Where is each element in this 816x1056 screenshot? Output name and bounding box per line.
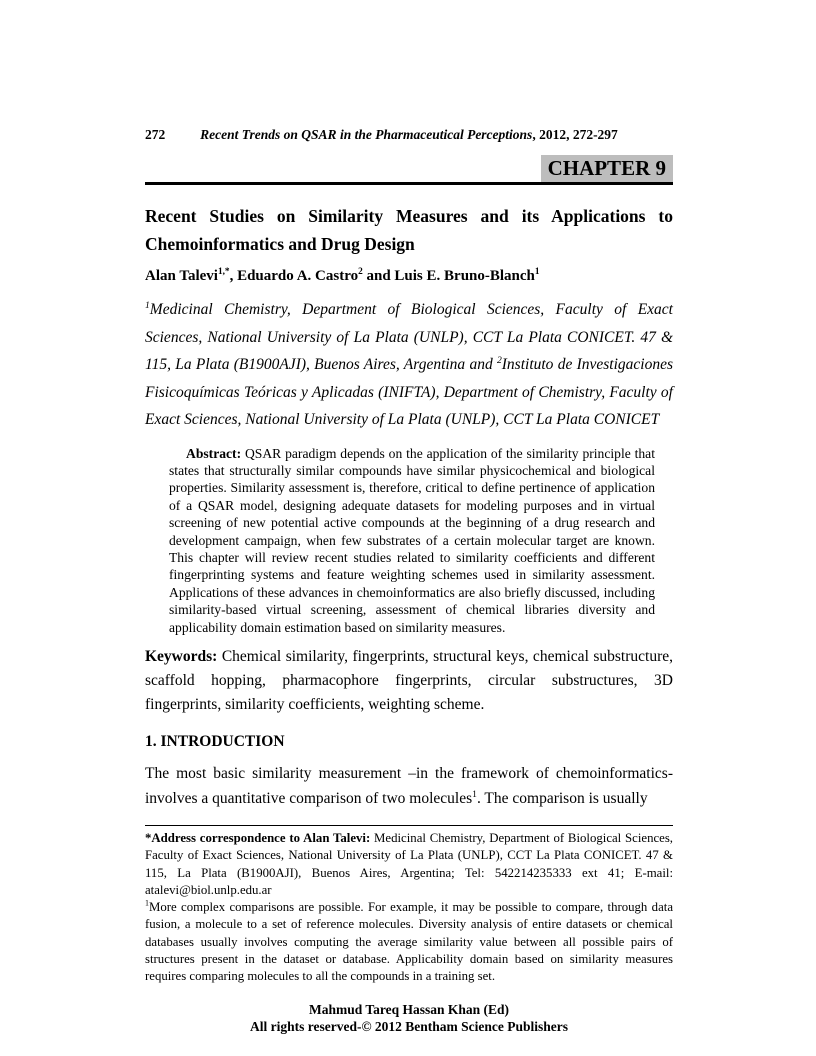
chapter-banner-row [145,155,673,185]
editor-line: Mahmud Tareq Hassan Khan (Ed) [308,1001,510,1017]
footnote-separator [145,825,673,826]
running-title-meta: , 2012, 272-297 [532,127,618,142]
correspondence-text: Medicinal Chemistry, Department of Biological Sciences, Faculty of Exact Sciences, National University of La Plata (UNLP), CCT La Plata CONICET. 47 & 115, La Plata (B1900AJI), Buenos Aires, Argentina; Tel: 542214235333 ext 41; E-mail: atalevi@biol.unlp.edu.ar [145,830,674,897]
correspondence-footnote [145,830,673,899]
footnotes-block [145,830,673,986]
abstract-paragraph [169,445,655,636]
authors-line [145,265,673,287]
reference-superscript: 1 [472,789,477,801]
keywords-text: Chemical similarity, fingerprints, structural keys, chemical substructure, scaffold hopping, pharmacophore fingerprints, circular substructures, 3D fingerprints, similarity coefficients, weighting scheme. [145,647,673,713]
author-name: and Luis E. Bruno-Blanch [362,268,535,284]
affiliation-text: Instituto de Investigaciones Fisicoquímicas Teóricas y Aplicadas (INIFTA), Department of Chemistry, Faculty of Exact Sciences, National University of La Plata (UNLP), CCT La Plata CONICET [145,356,674,428]
affiliation-text: Medicinal Chemistry, Department of Biological Sciences, Faculty of Exact Sciences, National University of La Plata (UNLP), CCT La Plata CONICET. 47 & 115, La Plata (B1900AJI), Buenos Aires, Argentina and [145,301,673,373]
numbered-footnote [145,899,673,985]
abstract-label: Abstract: [186,445,242,461]
author-affiliation-superscript: 1 [534,267,540,277]
author-affiliation-superscript: 2 [358,267,363,277]
introduction-text-continued: . The comparison is usually [476,790,648,808]
affiliation-superscript: 2 [496,354,502,366]
copyright-line: All rights reserved-© 2012 Bentham Science Publishers [249,1018,569,1034]
affiliation-superscript: 1 [145,299,150,311]
correspondence-label: *Address correspondence to Alan Talevi: [145,830,371,845]
author-name: Alan Talevi [145,268,218,284]
affiliation-paragraph [145,296,673,434]
footnote-text: More complex comparisons are possible. For example, it may be possible to compare, through data fusion, a molecule to a set of reference molecules. Diversity analysis of entire datasets or chemical databases usually involves computing the average similarity value between all possible pairs of structures present in the dataset or database. Applicability domain based on similarity measures requires comparing molecules to all the compounds in a training set. [145,900,673,984]
publisher-footer [145,1001,673,1035]
section-heading-introduction: 1. INTRODUCTION [145,732,285,750]
page-number: 272 [145,127,166,142]
abstract-text: QSAR paradigm depends on the application of the similarity principle that states that structurally similar compounds have similar physicochemical and biological properties. Similarity assessment is, therefore, critical to define pertinence of application of a QSAR model, designing adequate datasets for modeling purposes and in virtual screening of new potential active compounds at the beginning of a drug research and development campaign, when few substrates of a certain molecular target are known. This chapter will review recent studies related to similarity coefficients and different fingerprinting systems and feature weighting schemes used in similarity assessment. Applications of these advances in chemoinformatics are also briefly discussed, including similarity-based virtual screening, assessment of chemical libraries diversity and applicability domain estimation based on similarity measures. [169,445,655,635]
introduction-text: The most basic similarity measurement –in the framework of chemoinformatics- involves a quantitative comparison of two molecules [145,764,673,808]
author-name: , Eduardo A. Castro [229,268,359,284]
running-title: Recent Trends on QSAR in the Pharmaceutical Perceptions [200,127,533,142]
introduction-paragraph [145,761,673,812]
keywords-label: Keywords: [145,647,218,665]
article-title: Recent Studies on Similarity Measures and its Applications to Chemoinformatics and Drug Design [145,206,673,254]
running-header [145,127,673,143]
keywords-paragraph [145,645,673,717]
chapter-badge: CHAPTER 9 [541,155,673,182]
author-affiliation-superscript: 1,* [217,267,230,277]
footnote-superscript: 1 [145,898,149,908]
